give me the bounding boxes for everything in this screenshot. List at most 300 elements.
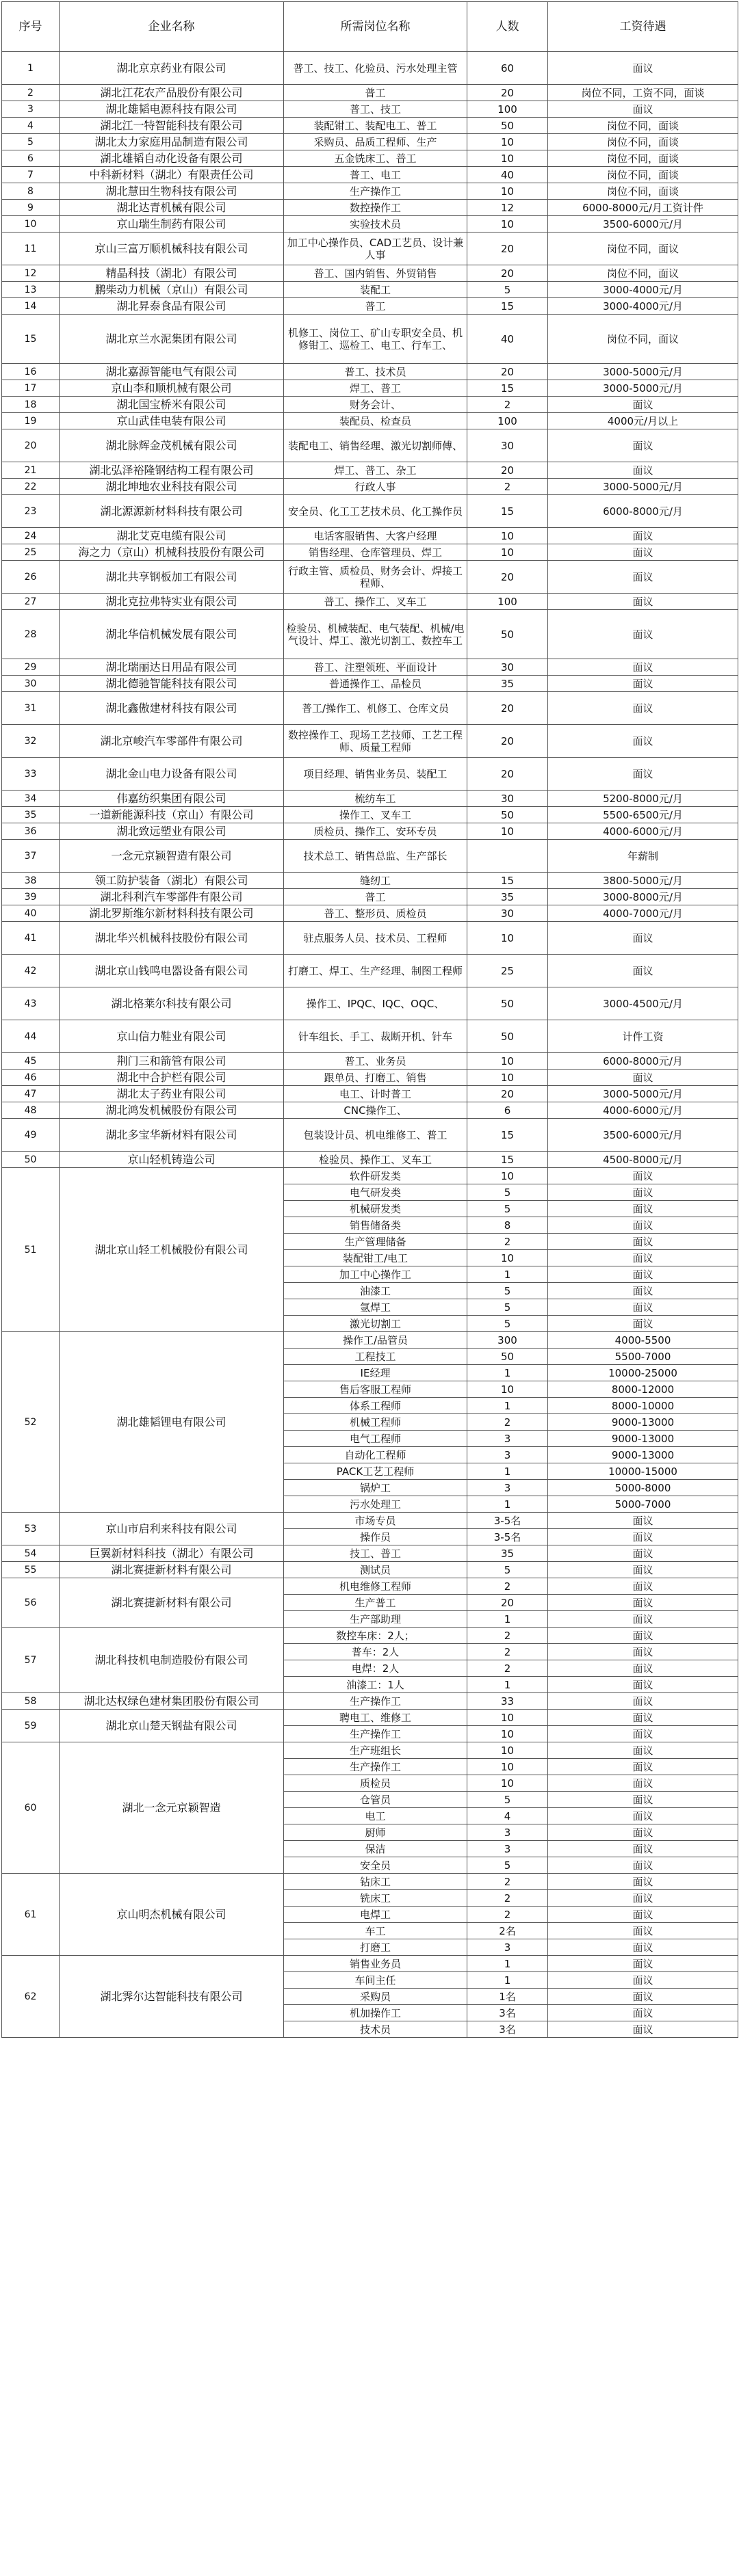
headcount: 100 bbox=[467, 594, 548, 610]
company-name: 京山李和顺机械有限公司 bbox=[60, 380, 284, 397]
headcount: 30 bbox=[467, 905, 548, 922]
salary: 10000-15000 bbox=[548, 1463, 738, 1480]
row-number: 28 bbox=[2, 610, 60, 659]
salary: 3000-5000元/月 bbox=[548, 1086, 738, 1102]
headcount: 5 bbox=[467, 1857, 548, 1874]
job-post: 生产管理储备 bbox=[284, 1234, 467, 1250]
headcount: 10 bbox=[467, 1250, 548, 1266]
salary: 面议 bbox=[548, 1693, 738, 1710]
headcount: 50 bbox=[467, 1020, 548, 1053]
headcount: 35 bbox=[467, 889, 548, 905]
row-number: 26 bbox=[2, 561, 60, 594]
salary: 面议 bbox=[548, 1562, 738, 1578]
row-number: 58 bbox=[2, 1693, 60, 1710]
row-number: 47 bbox=[2, 1086, 60, 1102]
headcount: 3 bbox=[467, 1480, 548, 1496]
row-number: 61 bbox=[2, 1874, 60, 1956]
job-post: 技工、普工 bbox=[284, 1545, 467, 1562]
job-post: 销售储备类 bbox=[284, 1217, 467, 1234]
job-post: 普工 bbox=[284, 298, 467, 315]
salary: 5000-8000 bbox=[548, 1480, 738, 1496]
salary: 面议 bbox=[548, 1070, 738, 1086]
row-number: 35 bbox=[2, 807, 60, 823]
job-post: 工程技工 bbox=[284, 1349, 467, 1365]
table-row bbox=[2, 1086, 738, 1102]
company-name: 京山武佳电装有限公司 bbox=[60, 413, 284, 429]
company-name: 一念元京颖智造有限公司 bbox=[60, 840, 284, 873]
salary: 9000-13000 bbox=[548, 1447, 738, 1463]
row-number: 49 bbox=[2, 1119, 60, 1152]
job-post: 保洁 bbox=[284, 1841, 467, 1857]
job-post: 生产普工 bbox=[284, 1595, 467, 1611]
job-post: 机械研发类 bbox=[284, 1201, 467, 1217]
headcount: 1 bbox=[467, 1463, 548, 1480]
salary: 9000-13000 bbox=[548, 1414, 738, 1431]
headcount: 2 bbox=[467, 1890, 548, 1907]
salary: 面议 bbox=[548, 1972, 738, 1989]
salary: 面议 bbox=[548, 1742, 738, 1759]
salary: 面议 bbox=[548, 1217, 738, 1234]
salary: 4000-6000元/月 bbox=[548, 823, 738, 840]
company-name: 领工防护装备（湖北）有限公司 bbox=[60, 873, 284, 889]
headcount: 10 bbox=[467, 134, 548, 150]
headcount: 2 bbox=[467, 1660, 548, 1677]
headcount: 100 bbox=[467, 413, 548, 429]
company-name: 湖北赛捷新材料有限公司 bbox=[60, 1578, 284, 1628]
salary: 面议 bbox=[548, 397, 738, 413]
headcount: 10 bbox=[467, 1053, 548, 1070]
job-post: 普工、技术员 bbox=[284, 364, 467, 380]
salary: 面议 bbox=[548, 758, 738, 791]
table-row bbox=[2, 725, 738, 758]
table-row bbox=[2, 397, 738, 413]
headcount: 1 bbox=[467, 1365, 548, 1381]
job-post: 加工中心操作工 bbox=[284, 1266, 467, 1283]
row-number: 8 bbox=[2, 183, 60, 200]
headcount: 2 bbox=[467, 1414, 548, 1431]
row-number: 52 bbox=[2, 1332, 60, 1513]
headcount: 2 bbox=[467, 1874, 548, 1890]
headcount: 1 bbox=[467, 1972, 548, 1989]
headcount: 33 bbox=[467, 1693, 548, 1710]
headcount: 5 bbox=[467, 1299, 548, 1316]
salary: 面议 bbox=[548, 1808, 738, 1824]
salary: 3000-8000元/月 bbox=[548, 889, 738, 905]
row-number: 51 bbox=[2, 1168, 60, 1332]
job-post: 驻点服务人员、技术员、工程师 bbox=[284, 922, 467, 955]
headcount: 30 bbox=[467, 659, 548, 676]
row-number: 11 bbox=[2, 233, 60, 265]
job-post: 电气研发类 bbox=[284, 1184, 467, 1201]
headcount: 10 bbox=[467, 823, 548, 840]
company-name: 湖北昇泰食品有限公司 bbox=[60, 298, 284, 315]
table-row bbox=[2, 462, 738, 479]
job-post: 质检员、操作工、安环专员 bbox=[284, 823, 467, 840]
company-name: 湖北太子药业有限公司 bbox=[60, 1086, 284, 1102]
job-post: 焊工、普工、杂工 bbox=[284, 462, 467, 479]
company-name: 湖北达青机械有限公司 bbox=[60, 200, 284, 216]
salary: 计件工资 bbox=[548, 1020, 738, 1053]
row-number: 10 bbox=[2, 216, 60, 233]
row-number: 43 bbox=[2, 987, 60, 1020]
salary: 3000-5000元/月 bbox=[548, 380, 738, 397]
salary: 3000-4000元/月 bbox=[548, 282, 738, 298]
table-row bbox=[2, 955, 738, 987]
row-number: 25 bbox=[2, 544, 60, 561]
salary: 面议 bbox=[548, 594, 738, 610]
headcount: 10 bbox=[467, 544, 548, 561]
row-number: 31 bbox=[2, 692, 60, 725]
header-post: 所需岗位名称 bbox=[284, 2, 467, 52]
headcount: 10 bbox=[467, 528, 548, 544]
salary: 面议 bbox=[548, 1710, 738, 1726]
headcount: 30 bbox=[467, 429, 548, 462]
company-name: 湖北多宝华新材料有限公司 bbox=[60, 1119, 284, 1152]
company-name: 湖北国宝桥米有限公司 bbox=[60, 397, 284, 413]
salary: 面议 bbox=[548, 1923, 738, 1939]
company-name: 湖北慧田生物科技有限公司 bbox=[60, 183, 284, 200]
headcount: 25 bbox=[467, 955, 548, 987]
job-post: 财务会计、 bbox=[284, 397, 467, 413]
company-name: 湖北江一特智能科技有限公司 bbox=[60, 118, 284, 134]
headcount: 10 bbox=[467, 1726, 548, 1742]
table-row bbox=[2, 1578, 738, 1595]
company-name: 海之力（京山）机械科技股份有限公司 bbox=[60, 544, 284, 561]
job-post: 电焊：2人 bbox=[284, 1660, 467, 1677]
row-number: 37 bbox=[2, 840, 60, 873]
table-row bbox=[2, 1102, 738, 1119]
salary: 9000-13000 bbox=[548, 1431, 738, 1447]
job-post: 操作工/品管员 bbox=[284, 1332, 467, 1349]
table-row bbox=[2, 987, 738, 1020]
job-post: 数控操作工 bbox=[284, 200, 467, 216]
salary: 面议 bbox=[548, 1726, 738, 1742]
headcount: 12 bbox=[467, 200, 548, 216]
headcount: 2 bbox=[467, 1644, 548, 1660]
salary: 面议 bbox=[548, 2005, 738, 2021]
headcount: 2名 bbox=[467, 1923, 548, 1939]
salary: 面议 bbox=[548, 1595, 738, 1611]
row-number: 27 bbox=[2, 594, 60, 610]
headcount: 2 bbox=[467, 1628, 548, 1644]
company-name: 一道新能源科技（京山）有限公司 bbox=[60, 807, 284, 823]
company-name: 伟嘉纺织集团有限公司 bbox=[60, 791, 284, 807]
company-name: 湖北华信机械发展有限公司 bbox=[60, 610, 284, 659]
job-post: 数控车床：2人； bbox=[284, 1628, 467, 1644]
headcount: 20 bbox=[467, 364, 548, 380]
headcount: 3名 bbox=[467, 2005, 548, 2021]
job-post: 油漆工：1人 bbox=[284, 1677, 467, 1693]
job-post: 装配员、检查员 bbox=[284, 413, 467, 429]
table-row bbox=[2, 676, 738, 692]
row-number: 13 bbox=[2, 282, 60, 298]
table-row bbox=[2, 265, 738, 282]
table-row bbox=[2, 1070, 738, 1086]
company-name: 巨翼新材料科技（湖北）有限公司 bbox=[60, 1545, 284, 1562]
company-name: 荆门三和箭管有限公司 bbox=[60, 1053, 284, 1070]
row-number: 5 bbox=[2, 134, 60, 150]
table-row bbox=[2, 1956, 738, 1972]
table-row bbox=[2, 52, 738, 85]
table-row bbox=[2, 1332, 738, 1349]
job-post: 缝纫工 bbox=[284, 873, 467, 889]
salary: 面议 bbox=[548, 1677, 738, 1693]
company-name: 京山信力鞋业有限公司 bbox=[60, 1020, 284, 1053]
salary: 5500-6500元/月 bbox=[548, 807, 738, 823]
headcount: 10 bbox=[467, 1775, 548, 1792]
salary: 3000-5000元/月 bbox=[548, 479, 738, 495]
headcount: 20 bbox=[467, 692, 548, 725]
job-post: 生产操作工 bbox=[284, 183, 467, 200]
company-name: 湖北罗斯维尔新材料科技有限公司 bbox=[60, 905, 284, 922]
job-post: 装配钳工、装配电工、普工 bbox=[284, 118, 467, 134]
salary: 岗位不同，面谈 bbox=[548, 134, 738, 150]
company-name: 精晶科技（湖北）有限公司 bbox=[60, 265, 284, 282]
headcount: 20 bbox=[467, 462, 548, 479]
table-row bbox=[2, 528, 738, 544]
salary: 面议 bbox=[548, 429, 738, 462]
job-post: 检验员、操作工、叉车工 bbox=[284, 1152, 467, 1168]
salary: 4000-5500 bbox=[548, 1332, 738, 1349]
table-row bbox=[2, 758, 738, 791]
table-row bbox=[2, 479, 738, 495]
headcount: 1 bbox=[467, 1611, 548, 1628]
row-number: 9 bbox=[2, 200, 60, 216]
row-number: 7 bbox=[2, 167, 60, 183]
job-post: 锅炉工 bbox=[284, 1480, 467, 1496]
headcount: 3 bbox=[467, 1824, 548, 1841]
company-name: 京山瑞生制药有限公司 bbox=[60, 216, 284, 233]
table-row bbox=[2, 807, 738, 823]
company-name: 湖北京峻汽车零部件有限公司 bbox=[60, 725, 284, 758]
company-name: 鹏柴动力机械（京山）有限公司 bbox=[60, 282, 284, 298]
job-post: 钻床工 bbox=[284, 1874, 467, 1890]
salary: 面议 bbox=[548, 1956, 738, 1972]
job-post: 行政人事 bbox=[284, 479, 467, 495]
job-post: 生产操作工 bbox=[284, 1759, 467, 1775]
headcount: 50 bbox=[467, 610, 548, 659]
table-row bbox=[2, 1119, 738, 1152]
headcount: 5 bbox=[467, 1201, 548, 1217]
job-post: 操作工、叉车工 bbox=[284, 807, 467, 823]
job-post: 焊工、普工 bbox=[284, 380, 467, 397]
job-post: 采购员、品质工程师、生产 bbox=[284, 134, 467, 150]
headcount: 50 bbox=[467, 807, 548, 823]
job-post: 包装设计员、机电维修工、普工 bbox=[284, 1119, 467, 1152]
headcount: 8 bbox=[467, 1217, 548, 1234]
headcount: 50 bbox=[467, 118, 548, 134]
table-row bbox=[2, 594, 738, 610]
table-row bbox=[2, 823, 738, 840]
salary: 面议 bbox=[548, 52, 738, 85]
salary: 4000-6000元/月 bbox=[548, 1102, 738, 1119]
salary: 面议 bbox=[548, 544, 738, 561]
company-name: 湖北华兴机械科技股份有限公司 bbox=[60, 922, 284, 955]
salary: 岗位不同，面谈 bbox=[548, 183, 738, 200]
table-row bbox=[2, 873, 738, 889]
table-row bbox=[2, 1020, 738, 1053]
company-name: 湖北赛捷新材料有限公司 bbox=[60, 1562, 284, 1578]
salary: 面议 bbox=[548, 1611, 738, 1628]
table-row bbox=[2, 889, 738, 905]
job-post: 梳纺车工 bbox=[284, 791, 467, 807]
row-number: 53 bbox=[2, 1513, 60, 1545]
salary: 面议 bbox=[548, 1857, 738, 1874]
table-row bbox=[2, 282, 738, 298]
job-post: 自动化工程师 bbox=[284, 1447, 467, 1463]
salary: 面议 bbox=[548, 101, 738, 118]
table-row bbox=[2, 1053, 738, 1070]
company-name: 湖北致远塑业有限公司 bbox=[60, 823, 284, 840]
headcount: 1 bbox=[467, 1496, 548, 1513]
salary: 面议 bbox=[548, 1824, 738, 1841]
salary: 面议 bbox=[548, 1775, 738, 1792]
table-row bbox=[2, 1693, 738, 1710]
company-name: 湖北鑫傲建材科技有限公司 bbox=[60, 692, 284, 725]
job-post: 普通操作工、品检员 bbox=[284, 676, 467, 692]
company-name: 湖北金山电力设备有限公司 bbox=[60, 758, 284, 791]
row-number: 18 bbox=[2, 397, 60, 413]
headcount: 5 bbox=[467, 1184, 548, 1201]
job-post: 污水处理工 bbox=[284, 1496, 467, 1513]
headcount: 100 bbox=[467, 101, 548, 118]
headcount: 40 bbox=[467, 167, 548, 183]
company-name: 湖北艾克电缆有限公司 bbox=[60, 528, 284, 544]
headcount: 60 bbox=[467, 52, 548, 85]
table-row bbox=[2, 1874, 738, 1890]
salary: 面议 bbox=[548, 922, 738, 955]
headcount: 1 bbox=[467, 1266, 548, 1283]
salary: 4000-7000元/月 bbox=[548, 905, 738, 922]
job-post: 售后客服工程师 bbox=[284, 1381, 467, 1398]
company-name: 湖北京山轻工机械股份有限公司 bbox=[60, 1168, 284, 1332]
row-number: 33 bbox=[2, 758, 60, 791]
salary: 10000-25000 bbox=[548, 1365, 738, 1381]
salary: 面议 bbox=[548, 659, 738, 676]
salary: 岗位不同，面谈 bbox=[548, 118, 738, 134]
headcount: 40 bbox=[467, 315, 548, 364]
job-post: 电话客服销售、大客户经理 bbox=[284, 528, 467, 544]
table-row bbox=[2, 1562, 738, 1578]
salary: 岗位不同，面谈 bbox=[548, 150, 738, 167]
salary: 面议 bbox=[548, 2021, 738, 2038]
salary: 面议 bbox=[548, 1201, 738, 1217]
job-post: 普工、技工、化验员、污水处理主管 bbox=[284, 52, 467, 85]
headcount: 10 bbox=[467, 1759, 548, 1775]
job-post: 机械工程师 bbox=[284, 1414, 467, 1431]
company-name: 湖北达权绿色建材集团股份有限公司 bbox=[60, 1693, 284, 1710]
job-post: 普工 bbox=[284, 85, 467, 101]
table-row bbox=[2, 610, 738, 659]
salary: 面议 bbox=[548, 1529, 738, 1545]
headcount: 20 bbox=[467, 725, 548, 758]
row-number: 2 bbox=[2, 85, 60, 101]
job-post: 检验员、机械装配、电气装配、机械/电气设计、焊工、激光切割工、数控车工 bbox=[284, 610, 467, 659]
headcount: 2 bbox=[467, 397, 548, 413]
table-row bbox=[2, 1152, 738, 1168]
headcount: 6 bbox=[467, 1102, 548, 1119]
row-number: 32 bbox=[2, 725, 60, 758]
headcount: 20 bbox=[467, 233, 548, 265]
job-post: 采购员 bbox=[284, 1989, 467, 2005]
headcount: 15 bbox=[467, 873, 548, 889]
table-row bbox=[2, 101, 738, 118]
company-name: 湖北弘泽裕隆钢结构工程有限公司 bbox=[60, 462, 284, 479]
job-post: PACK工艺工程师 bbox=[284, 1463, 467, 1480]
headcount: 3 bbox=[467, 1431, 548, 1447]
job-post: 机修工、岗位工、矿山专职安全员、机修钳工、巡检工、电工、行车工、 bbox=[284, 315, 467, 364]
row-number: 21 bbox=[2, 462, 60, 479]
row-number: 41 bbox=[2, 922, 60, 955]
job-post: 电工、计时普工 bbox=[284, 1086, 467, 1102]
job-post: 装配钳工/电工 bbox=[284, 1250, 467, 1266]
job-post: 技术总工、销售总监、生产部长 bbox=[284, 840, 467, 873]
job-post: 普工、整形员、质检员 bbox=[284, 905, 467, 922]
job-post: 油漆工 bbox=[284, 1283, 467, 1299]
row-number: 59 bbox=[2, 1710, 60, 1742]
job-post: 生产班组长 bbox=[284, 1742, 467, 1759]
salary: 面议 bbox=[548, 1299, 738, 1316]
job-post: 安全员、化工工艺技术员、化工操作员 bbox=[284, 495, 467, 528]
headcount: 20 bbox=[467, 561, 548, 594]
job-post: 五金铣床工、普工 bbox=[284, 150, 467, 167]
headcount: 2 bbox=[467, 479, 548, 495]
table-row bbox=[2, 413, 738, 429]
headcount: 3 bbox=[467, 1447, 548, 1463]
row-number: 23 bbox=[2, 495, 60, 528]
headcount: 1 bbox=[467, 1956, 548, 1972]
company-name: 湖北雄韬电源科技有限公司 bbox=[60, 101, 284, 118]
salary: 面议 bbox=[548, 1283, 738, 1299]
table-row bbox=[2, 840, 738, 873]
salary: 3500-6000元/月 bbox=[548, 1119, 738, 1152]
job-post: 普工 bbox=[284, 889, 467, 905]
table-row bbox=[2, 233, 738, 265]
headcount: 10 bbox=[467, 922, 548, 955]
job-post: 操作员 bbox=[284, 1529, 467, 1545]
company-name: 湖北共享钢板加工有限公司 bbox=[60, 561, 284, 594]
job-post: IE经理 bbox=[284, 1365, 467, 1381]
row-number: 6 bbox=[2, 150, 60, 167]
salary: 面议 bbox=[548, 1513, 738, 1529]
table-row bbox=[2, 118, 738, 134]
row-number: 44 bbox=[2, 1020, 60, 1053]
headcount: 50 bbox=[467, 1349, 548, 1365]
job-post: 电焊工 bbox=[284, 1907, 467, 1923]
row-number: 55 bbox=[2, 1562, 60, 1578]
headcount: 10 bbox=[467, 183, 548, 200]
table-row bbox=[2, 1710, 738, 1726]
job-post: 质检员 bbox=[284, 1775, 467, 1792]
company-name: 湖北京山楚天钢盐有限公司 bbox=[60, 1710, 284, 1742]
salary: 4000元/月以上 bbox=[548, 413, 738, 429]
salary: 岗位不同，工资不同，面谈 bbox=[548, 85, 738, 101]
header-no: 序号 bbox=[2, 2, 60, 52]
row-number: 39 bbox=[2, 889, 60, 905]
company-name: 湖北京山钱鸣电器设备有限公司 bbox=[60, 955, 284, 987]
headcount: 2 bbox=[467, 1234, 548, 1250]
job-post: 销售经理、仓库管理员、焊工 bbox=[284, 544, 467, 561]
headcount: 50 bbox=[467, 987, 548, 1020]
job-post: 打磨工 bbox=[284, 1939, 467, 1956]
company-name: 湖北太力家庭用品制造有限公司 bbox=[60, 134, 284, 150]
row-number: 3 bbox=[2, 101, 60, 118]
row-number: 60 bbox=[2, 1742, 60, 1874]
headcount: 20 bbox=[467, 85, 548, 101]
table-row bbox=[2, 905, 738, 922]
headcount: 1 bbox=[467, 1677, 548, 1693]
headcount: 15 bbox=[467, 495, 548, 528]
